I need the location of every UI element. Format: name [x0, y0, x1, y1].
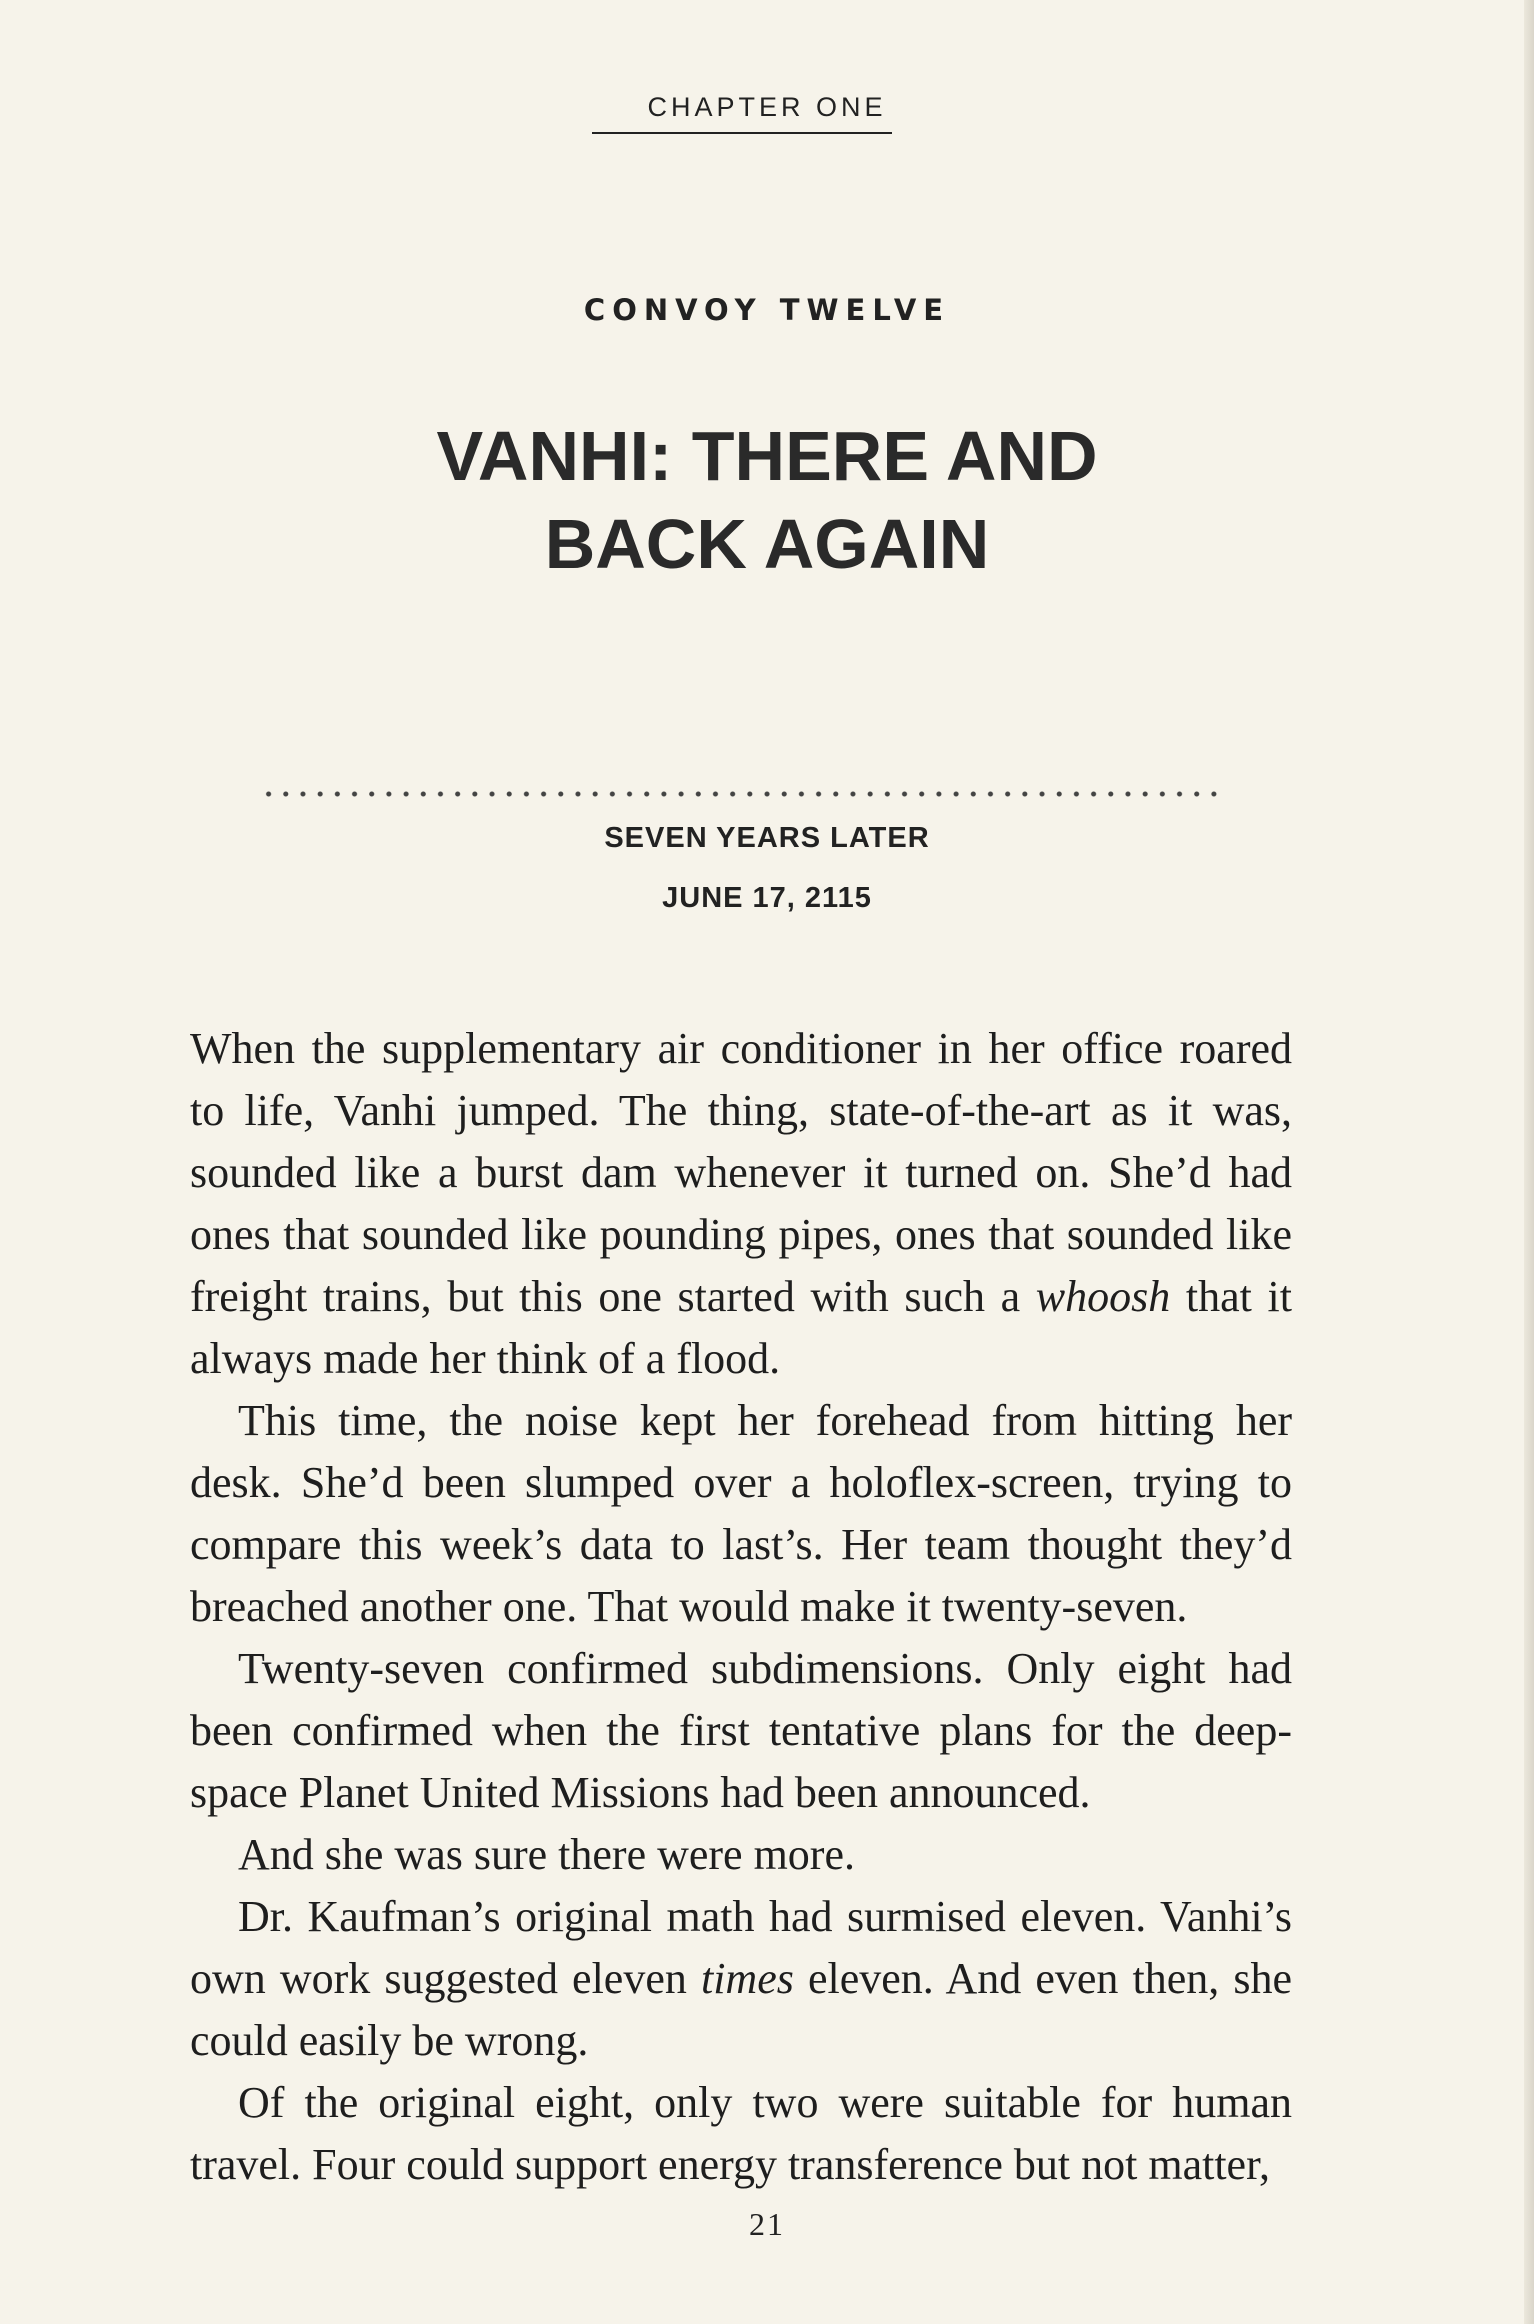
time-heading: SEVEN YEARS LATER	[604, 822, 930, 854]
part-kicker: CONVOY TWELVE	[583, 293, 951, 327]
paragraph-5	[190, 1886, 1292, 2072]
paragraph-1-text-a: When the supplementary air conditioner in her office roared to life, Vanhi jumped. The thing, state-of-the-art as it was, sounded like a burst dam whenever it turned on. She’d had ones that sounded like pounding pipes, ones that sounded like freight trains, but this one started with such a	[190, 1024, 1292, 1321]
paragraph-6: Of the original eight, only two were suitable for human travel. Four could support energy transference but not matter,	[190, 2078, 1292, 2189]
paragraph-2: This time, the noise kept her forehead from hitting her desk. She’d been slumped over a holoflex-screen, trying to compare this week’s data to last’s. Her team thought they’d breached another one. That would make it twenty-seven.	[190, 1396, 1292, 1631]
dotted-divider	[260, 788, 1220, 800]
chapter-underline	[592, 132, 892, 134]
page-number: 21	[749, 2206, 785, 2242]
chapter-title-line-1: VANHI: THERE AND	[436, 417, 1098, 495]
paragraph-4: And she was sure there were more.	[238, 1830, 855, 1879]
paragraph-1	[190, 1018, 1292, 1390]
paragraph-1-emphasis: whoosh	[1035, 1272, 1171, 1321]
paragraph-5-text-b: eleven. And even then, she could easily be wrong.	[190, 1954, 1293, 2065]
chapter-title	[0, 412, 1534, 588]
body-text	[190, 1018, 1292, 2196]
paragraph-3: Twenty-seven confirmed subdimensions. Only eight had been confirmed when the first tentative plans for the deep-space Planet United Missions had been announced.	[190, 1644, 1292, 1817]
date-heading: JUNE 17, 2115	[662, 882, 872, 914]
chapter-title-line-2: BACK AGAIN	[544, 505, 990, 583]
paragraph-5-text-a: Dr. Kaufman’s original math had surmised eleven. Vanhi’s own work suggested eleven	[190, 1892, 1292, 2003]
paragraph-5-emphasis: times	[700, 1954, 794, 2003]
page-edge	[1524, 0, 1534, 2324]
chapter-label: CHAPTER ONE	[647, 92, 887, 122]
paragraph-1-text-b: that it always made her think of a flood.	[190, 1272, 1292, 1383]
